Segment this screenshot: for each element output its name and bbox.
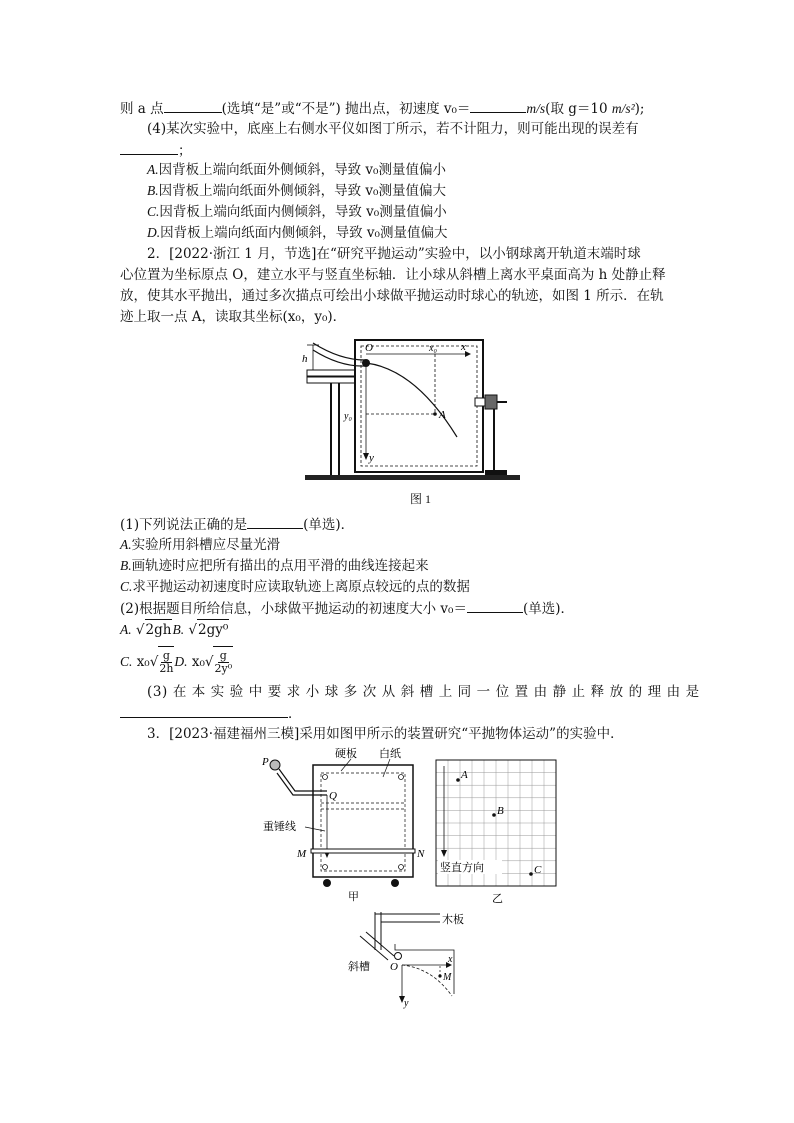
sqrt-frac-g-2h: √ $\frac{g}{2h}$ xyxy=(150,646,175,677)
grid-point-c: C xyxy=(534,864,542,876)
q1-text-a: 则 a 点 xyxy=(120,101,164,117)
q1-option-b: B.因背板上端向纸面外侧倾斜，导致 v₀测量值偏大 xyxy=(147,183,446,199)
label-yi: 乙 xyxy=(492,893,503,905)
figure-jia-apparatus xyxy=(255,745,435,905)
q2-sub1-option-a: A.实验所用斜槽应尽量光滑 xyxy=(120,537,281,553)
label-y: y xyxy=(369,452,374,464)
unit-ms: m/s xyxy=(526,101,546,116)
label-h: h xyxy=(302,353,308,365)
label-baizhi: 白纸 xyxy=(379,748,401,760)
q1-option-d: D.因背板上端向纸面内侧倾斜，导致 v₀测量值偏大 xyxy=(147,225,448,241)
label-a: A xyxy=(439,409,446,421)
q1-option-a: A.因背板上端向纸面外侧倾斜，导致 v₀测量值偏小 xyxy=(147,162,446,178)
q1-text-c: (取 g＝10 xyxy=(545,101,612,117)
point-a xyxy=(433,412,437,416)
label-jia: 甲 xyxy=(348,891,359,903)
label-y0: y₀ xyxy=(344,411,352,422)
answer-blank-1[interactable] xyxy=(164,98,222,113)
sqrt-frac-g-2y0: √ $\frac{g}{\text{2y⁰}}$ xyxy=(205,646,233,677)
unit-ms2: m/s² xyxy=(611,101,635,116)
label-zhongchuixian: 重锤线 xyxy=(263,821,296,833)
q2-sub3-answer: ． xyxy=(120,703,302,724)
label-x0: x₀ xyxy=(429,343,437,354)
q2-sub2-options-cd: C. x₀√ $\frac{g}{2h}$ D. x₀√ $\frac{g}{\text{2y⁰}}$ xyxy=(120,646,233,677)
figure-1-diagram xyxy=(295,335,530,485)
answer-blank-4[interactable] xyxy=(247,514,303,529)
label-o: O xyxy=(365,342,373,354)
label-shuzhi-fangxiang: 竖直方向 xyxy=(440,862,484,874)
label-n: N xyxy=(417,848,425,860)
q2-intro-1: 2．[2022·浙江 1 月，节选]在“研究平抛运动”实验中，以小钢球离开轨道末端时球 xyxy=(147,246,641,262)
sqrt-2gy0: √ 2gy⁰ xyxy=(188,619,229,640)
figure-muban-xiecao xyxy=(340,910,470,1010)
answer-blank-2[interactable] xyxy=(470,98,526,113)
q2-sub3: (3) 在 本 实 验 中 要 求 小 球 多 次 从 斜 槽 上 同 一 位 置 由 静 止 释 放 的 理 由 是 xyxy=(147,684,700,700)
label-xiecao: 斜槽 xyxy=(348,961,370,973)
q3-intro: 3．[2023·福建福州三模]采用如图甲所示的装置研究“平抛物体运动”的实验中． xyxy=(147,726,624,742)
q2-intro-2: 心位置为坐标原点 O，建立水平与竖直坐标轴．让小球从斜槽上离水平桌面高为 h 处静止释 xyxy=(120,267,666,283)
q2-sub1-option-c: C.求平抛运动初速度时应读取轨迹上离原点较远的点的数据 xyxy=(120,579,470,595)
label-m-2: M xyxy=(443,972,452,983)
q2-sub1-option-b: B.画轨迹时应把所有描出的点用平滑的曲线连接起来 xyxy=(120,558,429,574)
label-x: x xyxy=(461,341,466,353)
figure-1-caption: 图 1 xyxy=(410,492,432,506)
figure-yi-grid xyxy=(432,758,562,906)
label-m: M xyxy=(297,848,307,860)
label-q: Q xyxy=(329,790,337,802)
q2-sub2: (2)根据题目所给信息，小球做平抛运动的初速度大小 v₀＝ (单选)． xyxy=(120,598,574,619)
grid-point-b: B xyxy=(497,805,504,817)
label-o-2: O xyxy=(390,961,398,973)
answer-blank-5[interactable] xyxy=(467,598,523,613)
q1-sub4-answer: ； xyxy=(120,140,192,161)
q2-sub2-options-ab: A. √ 2gh B. √ 2gy⁰ xyxy=(120,619,229,640)
sqrt-2gh: √ 2gh xyxy=(136,619,173,640)
q1-line-1 xyxy=(120,98,644,119)
q1-option-c: C.因背板上端向纸面内侧倾斜，导致 v₀测量值偏小 xyxy=(147,204,447,220)
q2-sub1: (1)下列说法正确的是 (单选)． xyxy=(120,514,354,535)
q2-intro-3: 放，使其水平抛出，通过多次描点可绘出小球做平抛运动时球心的轨迹，如图 1 所示．在轨 xyxy=(120,288,664,304)
label-x-2: x xyxy=(448,954,453,965)
q1-sub4: (4)某次实验中，底座上右侧水平仪如图丁所示，若不计阻力，则可能出现的误差有 xyxy=(147,121,639,137)
label-p: P xyxy=(262,756,269,768)
q2-intro-4: 迹上取一点 A，读取其坐标(x₀，y₀)． xyxy=(120,309,347,325)
label-yingban: 硬板 xyxy=(335,748,357,760)
answer-blank-3[interactable] xyxy=(120,140,178,155)
q1-text-d: ); xyxy=(634,101,645,117)
grid-point-a: A xyxy=(461,769,468,781)
q1-text-b: (选填“是”或“不是”) 抛出点，初速度 v₀＝ xyxy=(221,101,471,117)
label-y-2: y xyxy=(404,998,409,1009)
label-muban: 木板 xyxy=(442,914,464,926)
answer-blank-6[interactable] xyxy=(120,703,288,718)
